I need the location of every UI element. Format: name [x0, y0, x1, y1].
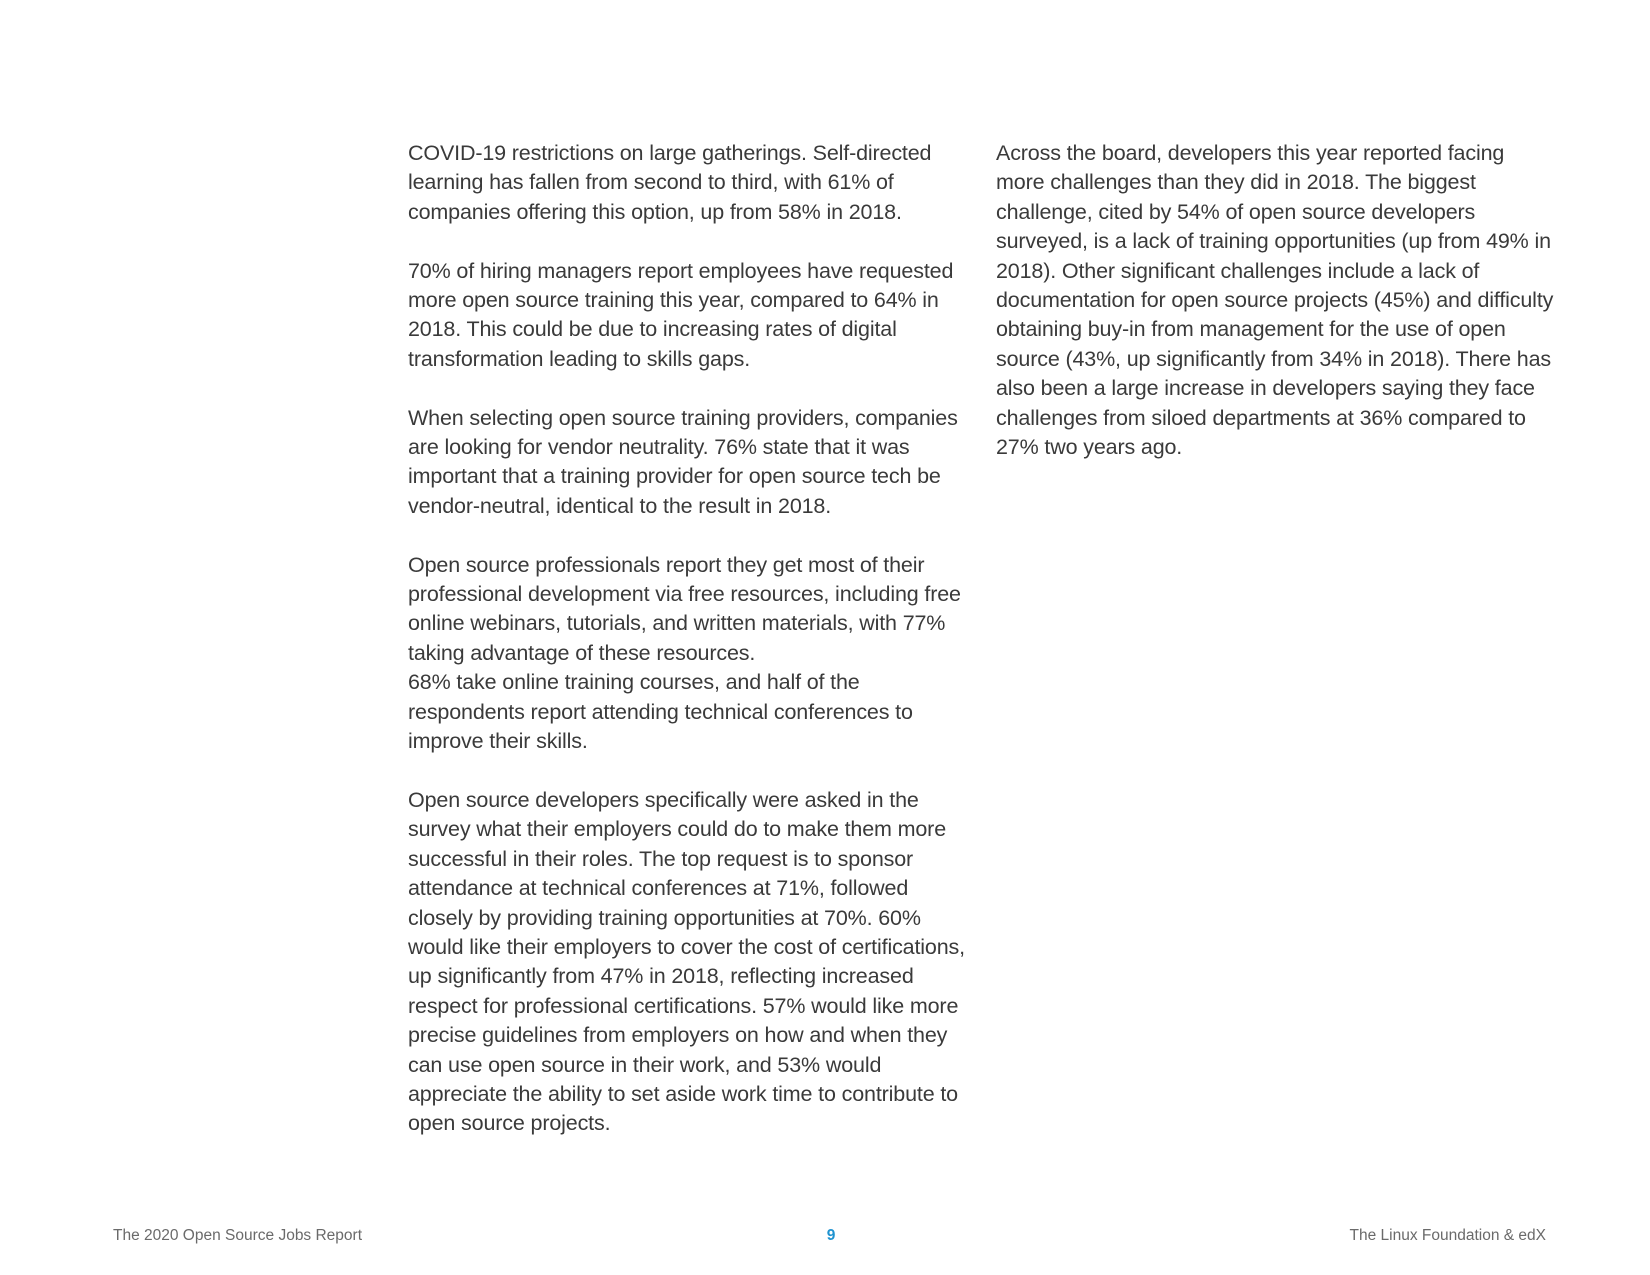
- paragraph-covid-restrictions: COVID-19 restrictions on large gatherings. Self-directed learning has fallen from second to third, with 61% of companies offering this option, up from 58% in 2018.: [408, 141, 932, 224]
- left-text-column: [408, 139, 968, 1168]
- paragraph-employer-support: Open source developers specifically were asked in the survey what their employers could do to make them more successful in their roles. The top request is to sponsor attendance at technical conferences at 71%, followed closely by providing training opportunities at 70%. 60% would like their employers to cover the cost of certifications, up significantly from 47% in 2018, reflecting increased respect for professional certifications. 57% would like more precise guidelines from employers on how and when they can use open source in their work, and 53% would appreciate the ability to set aside work time to contribute to open source projects.: [408, 787, 965, 1136]
- right-text-column: [996, 139, 1556, 492]
- paragraph-online-courses: 68% take online training courses, and half of the respondents report attending technical conferences to improve their skills.: [408, 670, 913, 754]
- paragraph-developer-challenges: Across the board, developers this year reported facing more challenges than they did in 2018. The biggest challenge, cited by 54% of open source developers surveyed, is a lack of training opportunities (up from 49% in 2018). Other significant challenges include a lack of documentation for open source projects (45%) and difficulty obtaining buy-in from management for the use of open source (43%, up significantly from 34% in 2018). There has also been a large increase in developers saying they face challenges from siloed departments at 36% compared to 27% two years ago.: [996, 141, 1554, 460]
- footer-report-title: The 2020 Open Source Jobs Report: [113, 1227, 363, 1244]
- paragraph-vendor-neutrality: When selecting open source training providers, companies are looking for vendor neutrality. 76% state that it was important that a training provider for open source tech be vendor-neutral, identical to the result in 2018.: [408, 405, 958, 518]
- paragraph-training-requests: 70% of hiring managers report employees have requested more open source training this year, compared to 64% in 2018. This could be due to increasing rates of digital transformation leading to skills gaps.: [408, 258, 954, 371]
- paragraph-free-resources: Open source professionals report they get most of their professional development via free resources, including free online webinars, tutorials, and written materials, with 77% taking advantage of these resources.: [408, 552, 961, 665]
- page-number: 9: [826, 1227, 836, 1244]
- footer-publisher: The Linux Foundation & edX: [1349, 1227, 1546, 1244]
